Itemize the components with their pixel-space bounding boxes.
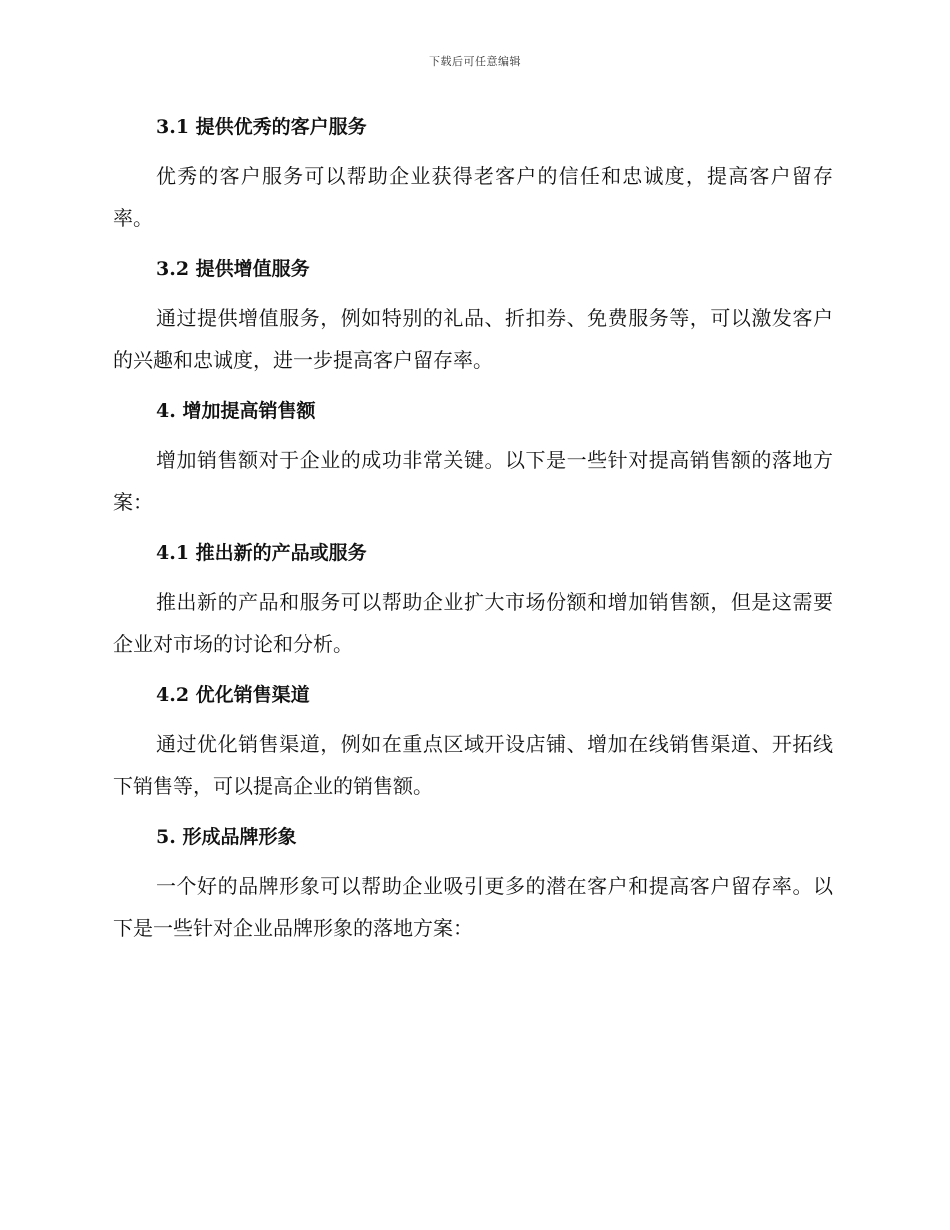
section-heading: 4.2 优化销售渠道 (156, 684, 310, 706)
section-paragraph: 增加销售额对于企业的成功非常关键。以下是一些针对提高销售额的落地方案： (113, 448, 833, 514)
section-heading: 5. 形成品牌形象 (156, 826, 297, 848)
section-heading: 4.1 推出新的产品或服务 (156, 542, 367, 564)
section-paragraph: 通过优化销售渠道，例如在重点区域开设店铺、增加在线销售渠道、开拓线下销售等，可以提高企业的销售额。 (113, 732, 833, 798)
page-header: 下载后可任意编辑 (429, 55, 521, 68)
section-heading: 4. 增加提高销售额 (156, 400, 316, 422)
section-heading: 3.2 提供增值服务 (156, 258, 310, 280)
section-heading: 3.1 提供优秀的客户服务 (156, 116, 367, 138)
section-paragraph: 一个好的品牌形象可以帮助企业吸引更多的潜在客户和提高客户留存率。以下是一些针对企业品牌形象的落地方案： (113, 874, 833, 940)
section-paragraph: 优秀的客户服务可以帮助企业获得老客户的信任和忠诚度，提高客户留存率。 (113, 164, 833, 230)
section-paragraph: 通过提供增值服务，例如特别的礼品、折扣券、免费服务等，可以激发客户的兴趣和忠诚度，进一步提高客户留存率。 (113, 306, 833, 372)
document-body (113, 108, 833, 949)
section-paragraph: 推出新的产品和服务可以帮助企业扩大市场份额和增加销售额，但是这需要企业对市场的讨论和分析。 (113, 590, 833, 656)
